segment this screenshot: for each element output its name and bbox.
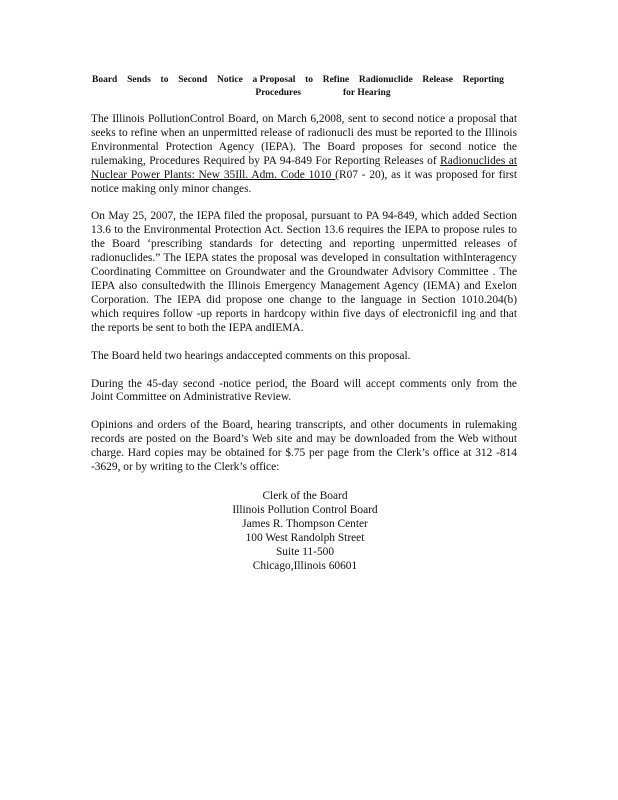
article-body <box>91 113 517 489</box>
headline-word: Second <box>178 75 208 85</box>
paragraph-second-notice <box>91 113 517 196</box>
address-line: James R. Thompson Center <box>242 518 368 530</box>
headline <box>92 74 504 100</box>
headline-word: for Hearing <box>342 88 391 98</box>
headline-word: Board <box>92 75 118 85</box>
headline-word: Refine <box>322 75 350 85</box>
address-line: Suite 11-500 <box>275 546 335 558</box>
paragraph-hearings: The Board held two hearings andaccepted comments on this proposal. <box>91 349 411 362</box>
headline-word: to <box>305 75 314 85</box>
headline-word: to <box>160 75 169 85</box>
headline-word: Notice <box>216 75 243 85</box>
address-line: 100 West Randolph Street <box>245 532 365 544</box>
address-line: Illinois Pollution Control Board <box>232 504 378 516</box>
paragraph-comment-period: During the 45-day second -notice period, the Board will accept comments only from the Joint Committee on Administrative Review. <box>91 377 517 404</box>
headline-word: Reporting <box>462 75 504 85</box>
paragraph-text: R07 - 20), as it was proposed for first notice making only minor changes. <box>91 168 518 195</box>
headline-word: Release <box>422 75 454 85</box>
headline-word: Sends <box>127 75 151 85</box>
rule-title-underlined: Radionuclides at Nuclear Power Plants: New 35Ill. Adm. Code 1010 ( <box>91 154 517 181</box>
headline-line-1 <box>92 74 504 87</box>
clerk-address-block <box>200 489 410 573</box>
headline-word: a Proposal <box>252 75 296 85</box>
address-line: Chicago,Illinois 60601 <box>252 560 358 572</box>
paragraph-iepa-filing: On May 25, 2007, the IEPA filed the proposal, pursuant to PA 94-849, which added Section 13.6 to the Environmental Protection Act. Section 13.6 requires the IEPA to propose rules to the Board ‘prescribing standards for detecting and reporting unpermitted releases of radionuclides.” The IEPA states the proposal was developed in consultation withInteragency Coordinating Committee on Groundwater and the Groundwater Advisory Committee . The IEPA also consultedwith the Illinois Emergency Management Agency (IEMA) and Exelon Corporation. The IEPA did propose one change to the language in Section 1010.204(b) which requires follow -up reports in hardcopy within five days of electronicfil ing and that the reports be sent to both the IEPA andIEMA. <box>91 210 517 334</box>
paragraph-text: The Illinois PollutionControl Board, on March 6,2008, sent to second notice a proposal that seeks to refine when an unpermitted release of radionucli des must be reported to the Illinois Environmental Protection Agency (IEPA). The Board proposes for second notice the rulemaking, Procedures Required by PA 94-849 For Reporting Releases of <box>91 113 517 167</box>
headline-line-2 <box>92 87 504 100</box>
address-line: Clerk of the Board <box>262 490 348 502</box>
paragraph-documents: Opinions and orders of the Board, hearing transcripts, and other documents in rulemaking records are posted on the Board’s Web site and may be downloaded from the Web without charge. Hard copies may be obtained for $.75 per page from the Clerk’s office at 312 -814 -3629, or by writing to the Clerk’s office: <box>91 419 517 474</box>
headline-word: Procedures <box>255 88 301 98</box>
headline-word: Radionuclide <box>358 75 413 85</box>
